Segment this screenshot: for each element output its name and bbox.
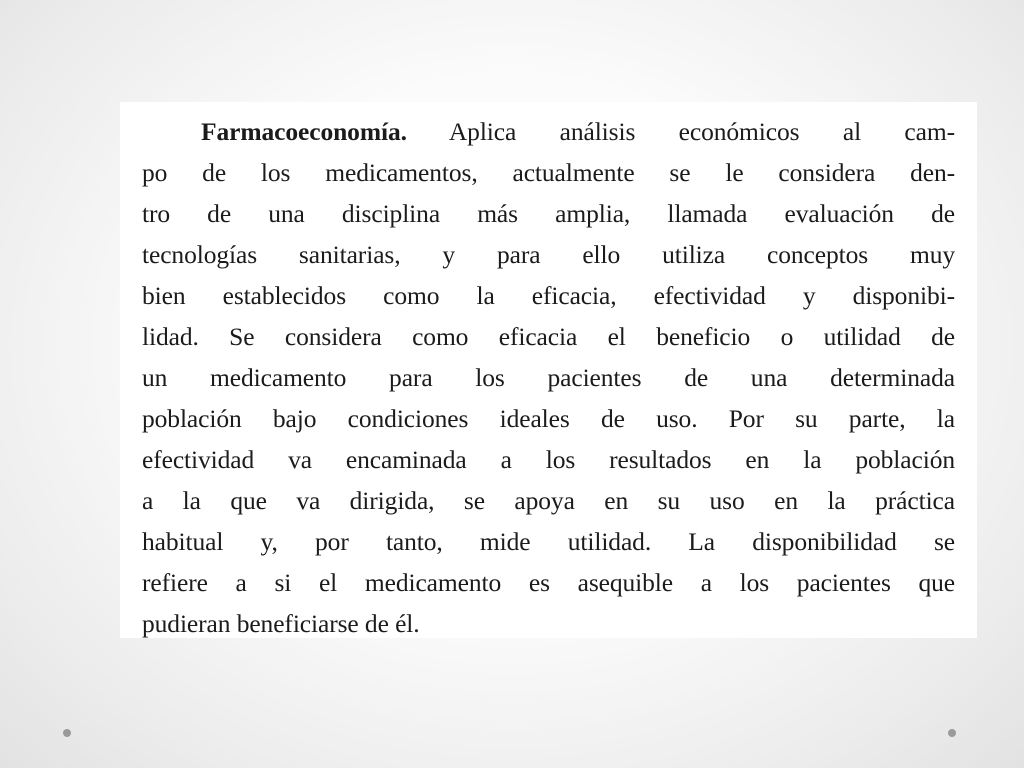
text-line-10: a la que va dirigida, se apoya en su uso en la práctica (142, 486, 955, 515)
left-decorative-dot (63, 729, 71, 737)
definition-paragraph (142, 111, 955, 638)
right-decorative-dot (948, 729, 956, 737)
text-line-2: po de los medicamentos, actualmente se le considera den- (142, 158, 955, 187)
document-image (120, 102, 977, 638)
text-line-7: un medicamento para los pacientes de una determinada (142, 363, 955, 392)
text-line-3: tro de una disciplina más amplia, llamada evaluación de (142, 199, 955, 228)
text-line-13: pudieran beneficiarse de él. (142, 609, 420, 638)
text-line-11: habitual y, por tanto, mide utilidad. La disponibilidad se (142, 527, 955, 556)
text-line-1 (142, 111, 955, 152)
text-line-5: bien establecidos como la eficacia, efectividad y disponibi- (142, 281, 955, 310)
text-line-6: lidad. Se considera como eficacia el beneficio o utilidad de (142, 322, 955, 351)
text-line-1-rest: Aplica análisis económicos al cam- (406, 117, 955, 146)
defined-term: Farmacoeconomía. (201, 117, 407, 146)
text-line-9: efectividad va encaminada a los resultados en la población (142, 445, 955, 474)
text-line-4: tecnologías sanitarias, y para ello utiliza conceptos muy (142, 240, 955, 269)
text-line-8: población bajo condiciones ideales de uso. Por su parte, la (142, 404, 955, 433)
text-line-12: refiere a si el medicamento es asequible a los pacientes que (142, 568, 955, 597)
